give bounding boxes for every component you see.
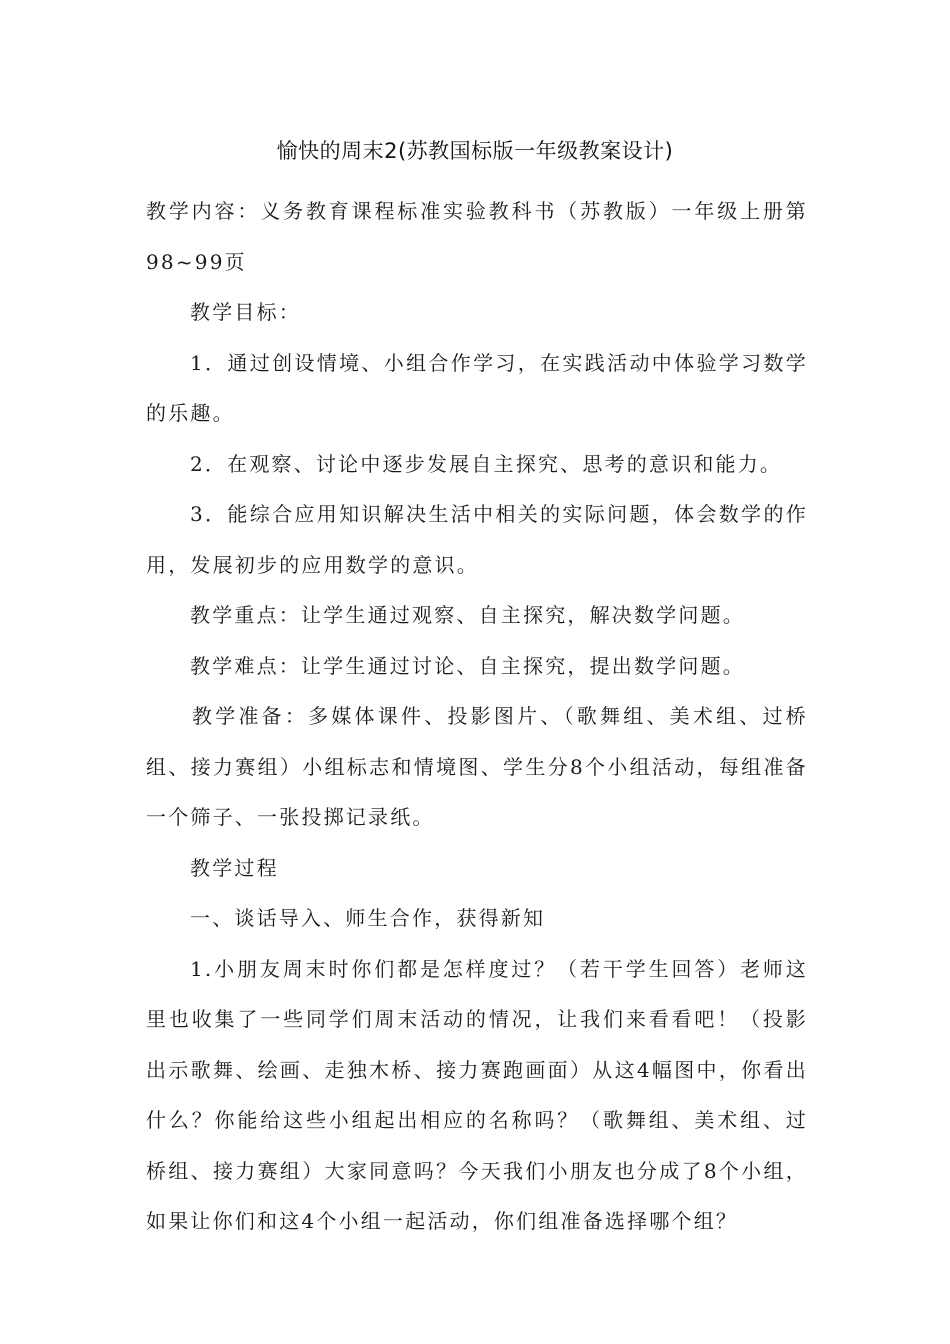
teaching-focus-paragraph: 教学重点：让学生通过观察、自主探究，解决数学问题。	[190, 603, 745, 627]
teaching-difficulty-paragraph: 教学难点：让学生通过讨论、自主探究，提出数学问题。	[190, 653, 745, 678]
document-title: 愉快的周末2(苏教国标版一年级教案设计)	[276, 139, 674, 163]
goal-3-paragraph: 3．能综合应用知识解决生活中相关的实际问题，体会数学的作用，发展初步的应用数学的意识。	[146, 502, 808, 577]
teaching-process-heading: 教学过程	[190, 855, 279, 880]
section-1-step-1-paragraph: 1.小朋友周末时你们都是怎样度过？（若干学生回答）老师这里也收集了一些同学们周末活动的情况，让我们来看看吧！（投影出示歌舞、绘画、走独木桥、接力赛跑画面）从这4幅图中，你看出什么？你能给这些小组起出相应的名称吗？（歌舞组、美术组、过桥组、接力赛组）大家同意吗？今天我们小朋友也分成了8个小组，如果让你们和这4个小组一起活动，你们组准备选择哪个组？	[146, 956, 808, 1233]
document-body	[146, 186, 808, 1247]
section-1-heading: 一、谈话导入、师生合作，获得新知	[190, 906, 546, 930]
teaching-goals-heading: 教学目标：	[190, 300, 301, 324]
teaching-content-paragraph: 教学内容：义务教育课程标准实验教科书（苏教版）一年级上册第98~99页	[146, 199, 808, 274]
goal-2-paragraph: 2．在观察、讨论中逐步发展自主探究、思考的意识和能力。	[190, 451, 783, 476]
goal-1-paragraph: 1．通过创设情境、小组合作学习，在实践活动中体验学习数学的乐趣。	[146, 350, 808, 425]
teaching-preparation-paragraph: 教学准备：多媒体课件、投影图片、（歌舞组、美术组、过桥组、接力赛组）小组标志和情境图、学生分8个小组活动，每组准备一个筛子、一张投掷记录纸。	[146, 704, 808, 829]
